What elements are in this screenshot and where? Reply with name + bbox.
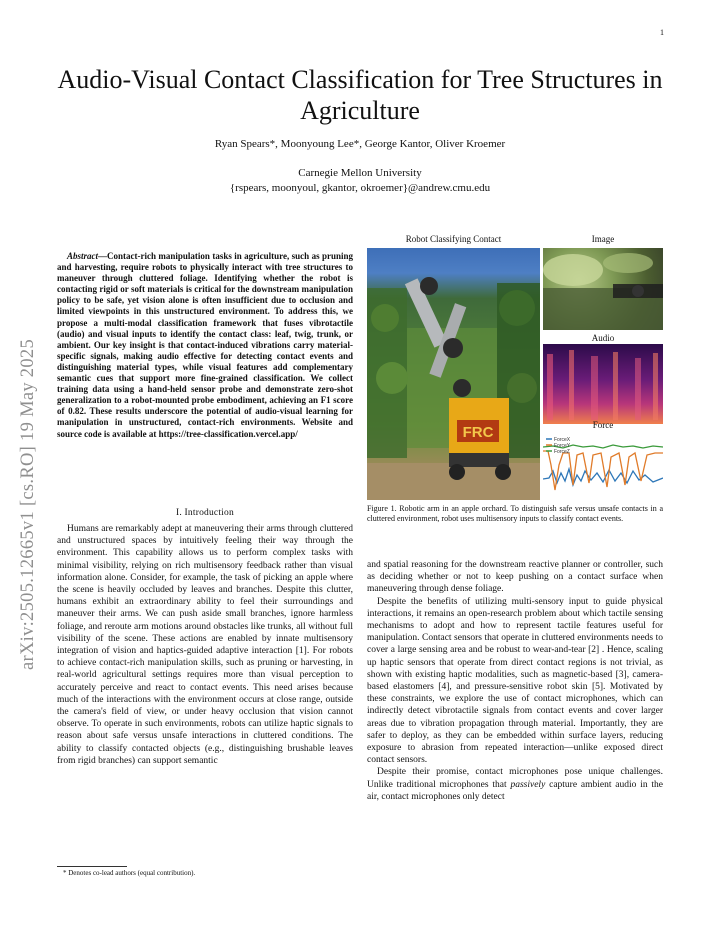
camera-image-panel	[543, 248, 663, 330]
camera-view-illustration	[543, 248, 663, 330]
image-panel-label: Image	[591, 234, 615, 244]
section-heading: I. Introduction	[176, 508, 234, 518]
robot-orchard-illustration	[367, 248, 540, 500]
right-paragraph-3-start: Despite their promise, contact microphones pose unique challenges. Unlike traditional microphones that	[367, 767, 663, 790]
force-lines	[543, 435, 663, 499]
right-paragraph-2: Despite the benefits of utilizing multi-sensory input to guide physical interactions, it remains an open-research problem about which tactile sensing mechanisms to adopt and how to represent tactile features useful for manipulation. Contact sensors that operate in cluttered environments needs to cover a large sensing area and be robust to wear-and-tear [2] . Hence, scaling up haptic sensors that operate from direct contact regions is not trivial, as shown with existing haptic modalities, such as magnetic-based [3], camera-based elastomers [4], and pressure-sensitive robot skin [5]. Motivated by these constraints, we explore the use of contact microphones, which can indirectly detect vibrotactile signals from contact events and cover larger areas due to vibration propagation through material. Importantly, they are safer to deploy, as they can be embedded within surface layers, reducing exposure to abrasion from repeated interaction—unlike exposed direct contact sensors.	[367, 596, 663, 766]
force-y-legend: ForceY	[554, 443, 571, 449]
emphasis-passively: passively	[510, 779, 546, 790]
audio-spectrogram	[543, 344, 663, 424]
abstract-text: —Contact-rich manipulation tasks in agriculture, such as pruning and harvesting, require robots to physically interact with tree structures to maneuver through cluttered foliage. Identifying whether the robot is contacting rigid or soft materials is critical for the downstream manipulation policy to be safe, yet vision alone is often insufficient due to occlusion and limited viewpoints in this unstructured environment. To address this, we propose a multi-modal classification framework that fuses vibrotactile (audio) and visual inputs to identify the contact class: leaf, twig, trunk, or ambient. Our key insight is that contact-induced vibrations carry material-specific signals, making audio effective for detecting contact events and distinguishing material types, while visual features add complementary semantic cues that support more fine-grained classification. We collect training data using a hand-held sensor probe and demonstrate zero-shot generalization to a robot-mounted probe embodiment, achieving an F1 score of 0.82. These results underscore the potential of audio-visual learning for manipulation in unstructured, contact-rich environments. Website and source code is available at https://tree-classification.vercel.app/	[57, 251, 353, 439]
affiliation-block	[0, 166, 720, 196]
abstract-label: Abstract	[67, 251, 99, 261]
force-plot	[543, 435, 663, 499]
spectrogram-plot	[543, 344, 663, 424]
arxiv-stamp[interactable]: arXiv:2505.12665v1 [cs.RO] 19 May 2025	[18, 338, 38, 670]
right-paragraph-3-end: capture ambient audio in the air, contact microphones only detect	[367, 779, 664, 802]
figure-caption: Figure 1. Robotic arm in an apple orchard. To distinguish safe versus unsafe contacts in a cluttered environment, robot uses multisensory inputs to classify contact events.	[367, 504, 663, 523]
right-column-text	[367, 559, 663, 803]
robot-orchard-photo	[367, 248, 540, 500]
page-number: 1	[660, 28, 664, 37]
force-x-legend: ForceX	[554, 437, 571, 443]
robot-photo-label: Robot Classifying Contact	[405, 234, 502, 244]
abstract	[57, 251, 353, 440]
affiliation: Carnegie Mellon University	[298, 167, 422, 179]
force-x-line	[543, 469, 663, 485]
footnote: * Denotes co-lead authors (equal contribution).	[63, 869, 196, 877]
right-paragraph-3	[367, 766, 663, 803]
intro-paragraph: Humans are remarkably adept at maneuvering their arms through cluttered and unstructured spaces by intuitively feeling their way through the environment. This capability allows us to perform complex tasks with minimal visibility, relying on rich multisensory feedback rather than visual information alone. Consider, for example, the task of picking an apple where the scene is heavily occluded by leaves and branches. Despite this clutter, humans exhibit an extraordinary ability to feel their surroundings and maneuver their arms. We can push aside small branches, ignore harmless foliage, and reroute arm motions around obstacles like trunks, all without full visibility of the scene. These actions are enabled by innate multisensory integration of vision and haptics-guided adaptive interaction [1]. For robots to achieve contact-rich manipulation skills, such as pruning or harvesting, in real-world agricultural settings requires more than visual perception to accurately perceive and react to contact events. This need arises because much of the interactions with the environment occurs at close range, outside the camera's field of view, or under heavy occlusion that vision cannot observe. To operate in such environments, robots can utilize haptic signals to reason about safe versus unsafe interactions in cluttered conditions. The ability to classify contacted objects (e.g., distinguishing brushable leaves from rigid branches) can support semantic	[57, 524, 353, 766]
frc-sign: FRC	[462, 424, 494, 441]
paper-title: Audio-Visual Contact Classification for Tree Structures in Agriculture	[57, 65, 663, 125]
force-panel-label: Force	[592, 420, 614, 430]
force-y-line	[543, 451, 663, 490]
right-paragraph-1: and spatial reasoning for the downstream reactive planner or controller, such as deciding whether or not to keep pushing on a contact surface when maneuvering through dense foliage.	[367, 560, 663, 595]
author-emails: {rspears, moonyoul, gkantor, okroemer}@andrew.cmu.edu	[229, 182, 491, 194]
author-list: Ryan Spears*, Moonyoung Lee*, George Kantor, Oliver Kroemer	[214, 138, 506, 150]
force-z-legend: ForceZ	[554, 449, 570, 455]
footnote-rule	[57, 866, 127, 867]
figure-1	[367, 234, 663, 502]
audio-panel-label: Audio	[591, 333, 615, 343]
